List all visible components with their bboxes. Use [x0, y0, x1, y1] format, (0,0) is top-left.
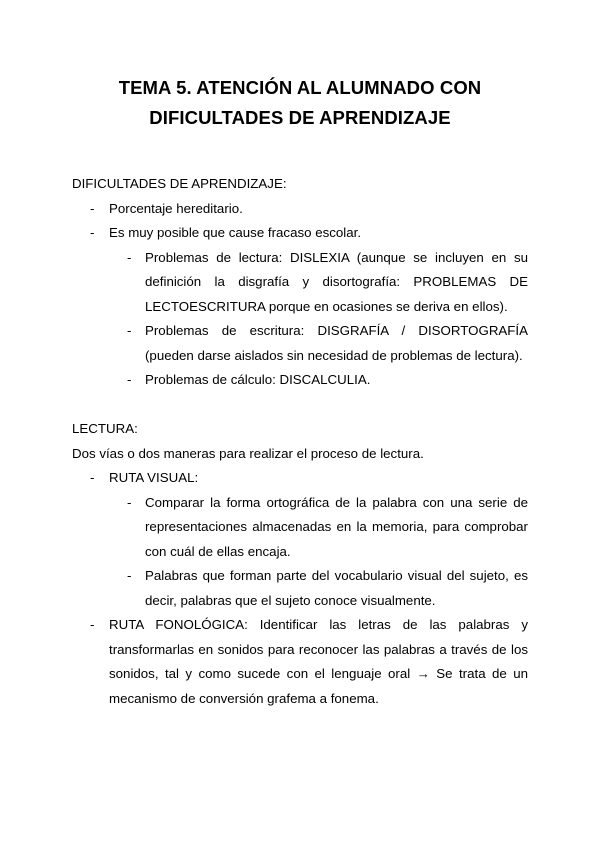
ruta-fonologica-text: RUTA FONOLÓGICA: Identificar las letras de las palabras y transformarlas en sonidos para reconocer las palabras a través de los sonidos, tal y como sucede con el lenguaje oral → Se trata de un mecanismo de conversión grafema a fonema.: [109, 617, 528, 706]
rutas-list: [72, 466, 528, 711]
dash-marker: -: [90, 200, 95, 216]
problemas-sublist: [109, 246, 528, 393]
sublist-item-text: Problemas de escritura: DISGRAFÍA / DISORTOGRAFÍA (pueden darse aislados sin necesidad de problemas de lectura).: [145, 323, 528, 363]
sublist-item: [109, 491, 528, 565]
list-item: [72, 613, 528, 711]
list-item-text: Es muy posible que cause fracaso escolar.: [109, 225, 362, 240]
dash-marker: -: [127, 494, 132, 510]
dificultades-list: [72, 197, 528, 393]
document-title-line2: DIFICULTADES DE APRENDIZAJE: [149, 107, 451, 128]
sublist-item-text: Problemas de cálculo: DISCALCULIA.: [145, 372, 371, 387]
sublist-item: [109, 319, 528, 368]
dash-marker: -: [90, 617, 95, 632]
document-body: [72, 172, 528, 711]
section-heading-dificultades: DIFICULTADES DE APRENDIZAJE:: [72, 176, 287, 191]
ruta-visual-label: RUTA VISUAL:: [109, 470, 199, 485]
list-item: [72, 466, 528, 613]
dash-marker: -: [127, 323, 132, 338]
section-heading-lectura: LECTURA:: [72, 421, 138, 436]
paragraph-spacer: [72, 393, 528, 418]
dash-marker: -: [127, 568, 132, 583]
sublist-item-text: Palabras que forman parte del vocabulario visual del sujeto, es decir, palabras que el sujeto conoce visualmente.: [145, 568, 528, 608]
sublist-item: [109, 246, 528, 320]
list-item: [72, 197, 528, 222]
list-item-text: Porcentaje hereditario.: [109, 200, 243, 216]
lectura-intro: Dos vías o dos maneras para realizar el proceso de lectura.: [72, 445, 424, 461]
document-title-line1: TEMA 5. ATENCIÓN AL ALUMNADO CON: [118, 77, 482, 98]
dash-marker: -: [90, 225, 95, 240]
sublist-item: [109, 368, 528, 393]
dash-marker: -: [90, 470, 95, 485]
ruta-visual-sublist: [109, 491, 528, 614]
sublist-item-text: Comparar la forma ortográfica de la palabra con una serie de representaciones almacenadas en la memoria, para comprobar con cuál de ellas encaja.: [145, 494, 528, 559]
sublist-item-text: Problemas de lectura: DISLEXIA (aunque se incluyen en su definición la disgrafía y disortografía: PROBLEMAS DE LECTOESCRITURA porque en ocasiones se deriva en ellos).: [145, 249, 528, 314]
dash-marker: -: [127, 372, 132, 387]
sublist-item: [109, 564, 528, 613]
list-item: [72, 221, 528, 393]
dash-marker: -: [127, 249, 132, 265]
